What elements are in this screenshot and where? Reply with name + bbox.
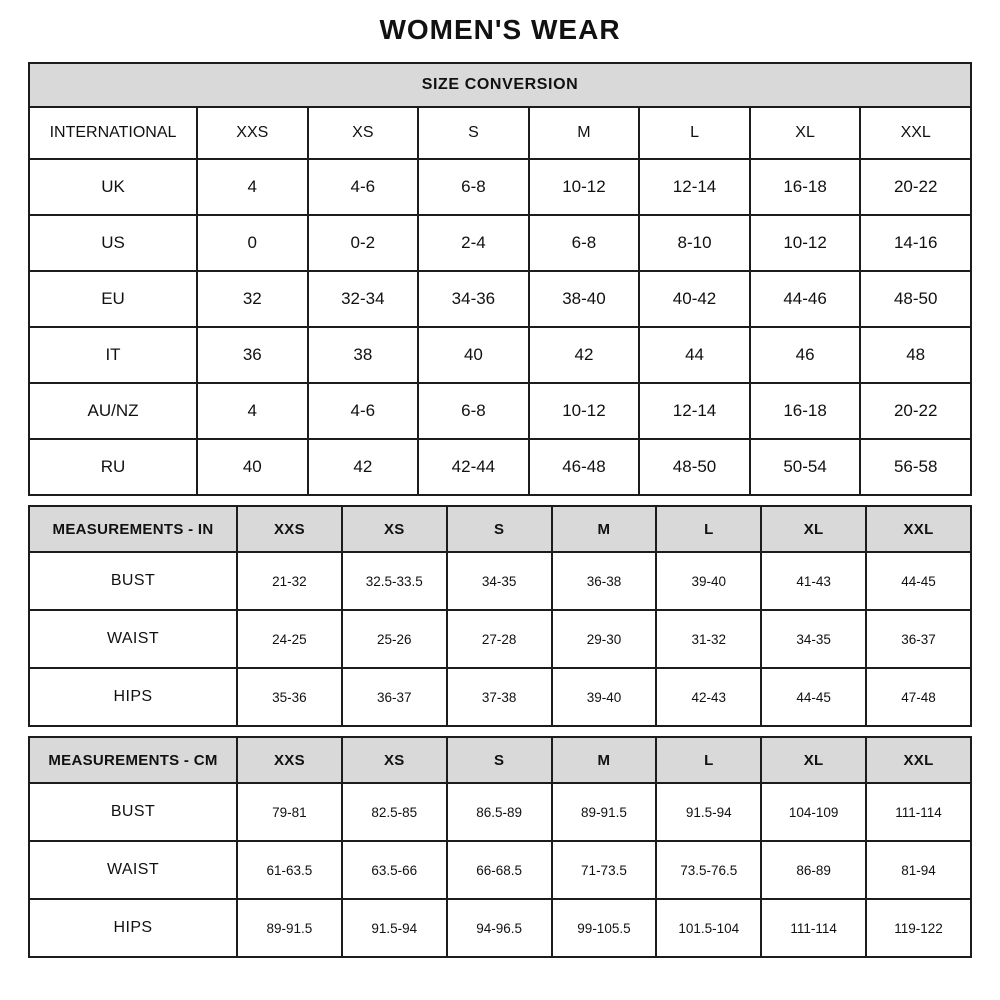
value-cell: 42-44 bbox=[418, 439, 529, 495]
value-cell: 101.5-104 bbox=[656, 899, 761, 957]
size-column-header: XXS bbox=[237, 506, 342, 552]
value-cell: 37-38 bbox=[447, 668, 552, 726]
row-label: US bbox=[29, 215, 197, 271]
value-cell: 73.5-76.5 bbox=[656, 841, 761, 899]
size-column-header: S bbox=[418, 107, 529, 159]
row-label: RU bbox=[29, 439, 197, 495]
value-cell: 40 bbox=[418, 327, 529, 383]
value-cell: 34-35 bbox=[761, 610, 866, 668]
table-row bbox=[29, 383, 971, 439]
value-cell: 89-91.5 bbox=[552, 783, 657, 841]
measurements-in-table bbox=[28, 505, 972, 727]
table-row bbox=[29, 439, 971, 495]
value-cell: 16-18 bbox=[750, 159, 861, 215]
value-cell: 44-46 bbox=[750, 271, 861, 327]
value-cell: 36-38 bbox=[552, 552, 657, 610]
value-cell: 42-43 bbox=[656, 668, 761, 726]
value-cell: 46-48 bbox=[529, 439, 640, 495]
value-cell: 2-4 bbox=[418, 215, 529, 271]
corner-header: MEASUREMENTS - IN bbox=[29, 506, 237, 552]
table-row bbox=[29, 552, 971, 610]
value-cell: 6-8 bbox=[418, 159, 529, 215]
value-cell: 16-18 bbox=[750, 383, 861, 439]
row-label: BUST bbox=[29, 552, 237, 610]
page-title: WOMEN'S WEAR bbox=[379, 14, 621, 45]
value-cell: 63.5-66 bbox=[342, 841, 447, 899]
value-cell: 56-58 bbox=[860, 439, 971, 495]
value-cell: 91.5-94 bbox=[656, 783, 761, 841]
header-row bbox=[29, 506, 971, 552]
value-cell: 94-96.5 bbox=[447, 899, 552, 957]
value-cell: 36-37 bbox=[342, 668, 447, 726]
value-cell: 119-122 bbox=[866, 899, 971, 957]
size-column-header: M bbox=[529, 107, 640, 159]
size-column-header: XL bbox=[761, 737, 866, 783]
value-cell: 40-42 bbox=[639, 271, 750, 327]
size-column-header: L bbox=[656, 737, 761, 783]
row-label: EU bbox=[29, 271, 197, 327]
row-label: AU/NZ bbox=[29, 383, 197, 439]
value-cell: 44 bbox=[639, 327, 750, 383]
value-cell: 6-8 bbox=[529, 215, 640, 271]
value-cell: 36 bbox=[197, 327, 308, 383]
measurements-cm-table bbox=[28, 736, 972, 958]
value-cell: 50-54 bbox=[750, 439, 861, 495]
value-cell: 111-114 bbox=[761, 899, 866, 957]
table-row bbox=[29, 899, 971, 957]
value-cell: 39-40 bbox=[552, 668, 657, 726]
size-column-header: M bbox=[552, 737, 657, 783]
value-cell: 10-12 bbox=[529, 383, 640, 439]
value-cell: 31-32 bbox=[656, 610, 761, 668]
value-cell: 61-63.5 bbox=[237, 841, 342, 899]
size-conversion-table bbox=[28, 62, 972, 496]
value-cell: 48-50 bbox=[639, 439, 750, 495]
value-cell: 39-40 bbox=[656, 552, 761, 610]
value-cell: 79-81 bbox=[237, 783, 342, 841]
value-cell: 42 bbox=[529, 327, 640, 383]
value-cell: 81-94 bbox=[866, 841, 971, 899]
row-label: WAIST bbox=[29, 610, 237, 668]
row-label: BUST bbox=[29, 783, 237, 841]
value-cell: 6-8 bbox=[418, 383, 529, 439]
value-cell: 4 bbox=[197, 159, 308, 215]
size-column-header: XL bbox=[750, 107, 861, 159]
value-cell: 36-37 bbox=[866, 610, 971, 668]
table-title: SIZE CONVERSION bbox=[29, 63, 971, 107]
row-label: WAIST bbox=[29, 841, 237, 899]
value-cell: 10-12 bbox=[529, 159, 640, 215]
value-cell: 0-2 bbox=[308, 215, 419, 271]
value-cell: 48-50 bbox=[860, 271, 971, 327]
table-row bbox=[29, 668, 971, 726]
value-cell: 38-40 bbox=[529, 271, 640, 327]
value-cell: 40 bbox=[197, 439, 308, 495]
value-cell: 86-89 bbox=[761, 841, 866, 899]
row-label: UK bbox=[29, 159, 197, 215]
row-label: HIPS bbox=[29, 668, 237, 726]
value-cell: 4-6 bbox=[308, 383, 419, 439]
value-cell: 21-32 bbox=[237, 552, 342, 610]
value-cell: 41-43 bbox=[761, 552, 866, 610]
value-cell: 111-114 bbox=[866, 783, 971, 841]
size-column-header: XS bbox=[342, 506, 447, 552]
value-cell: 32.5-33.5 bbox=[342, 552, 447, 610]
value-cell: 104-109 bbox=[761, 783, 866, 841]
value-cell: 66-68.5 bbox=[447, 841, 552, 899]
value-cell: 44-45 bbox=[761, 668, 866, 726]
table-title-row bbox=[29, 63, 971, 107]
value-cell: 10-12 bbox=[750, 215, 861, 271]
row-label: HIPS bbox=[29, 899, 237, 957]
value-cell: 32-34 bbox=[308, 271, 419, 327]
value-cell: 34-35 bbox=[447, 552, 552, 610]
value-cell: 8-10 bbox=[639, 215, 750, 271]
value-cell: 35-36 bbox=[237, 668, 342, 726]
value-cell: 44-45 bbox=[866, 552, 971, 610]
table-row bbox=[29, 610, 971, 668]
row-label: IT bbox=[29, 327, 197, 383]
value-cell: 27-28 bbox=[447, 610, 552, 668]
value-cell: 24-25 bbox=[237, 610, 342, 668]
value-cell: 89-91.5 bbox=[237, 899, 342, 957]
size-column-header: XXL bbox=[866, 737, 971, 783]
value-cell: 46 bbox=[750, 327, 861, 383]
value-cell: 14-16 bbox=[860, 215, 971, 271]
size-column-header: XL bbox=[761, 506, 866, 552]
value-cell: 12-14 bbox=[639, 159, 750, 215]
size-column-header: L bbox=[656, 506, 761, 552]
value-cell: 48 bbox=[860, 327, 971, 383]
table-row bbox=[29, 271, 971, 327]
value-cell: 38 bbox=[308, 327, 419, 383]
value-cell: 0 bbox=[197, 215, 308, 271]
size-column-header: S bbox=[447, 737, 552, 783]
value-cell: 99-105.5 bbox=[552, 899, 657, 957]
value-cell: 34-36 bbox=[418, 271, 529, 327]
value-cell: 25-26 bbox=[342, 610, 447, 668]
header-row bbox=[29, 737, 971, 783]
table-row bbox=[29, 783, 971, 841]
size-column-header: XXL bbox=[866, 506, 971, 552]
value-cell: 86.5-89 bbox=[447, 783, 552, 841]
table-row bbox=[29, 215, 971, 271]
value-cell: 71-73.5 bbox=[552, 841, 657, 899]
size-column-header: XXL bbox=[860, 107, 971, 159]
table-row bbox=[29, 159, 971, 215]
corner-header: MEASUREMENTS - CM bbox=[29, 737, 237, 783]
value-cell: 4-6 bbox=[308, 159, 419, 215]
size-column-header: XS bbox=[308, 107, 419, 159]
value-cell: 20-22 bbox=[860, 383, 971, 439]
table-row bbox=[29, 327, 971, 383]
value-cell: 91.5-94 bbox=[342, 899, 447, 957]
value-cell: 29-30 bbox=[552, 610, 657, 668]
size-column-header: M bbox=[552, 506, 657, 552]
value-cell: 20-22 bbox=[860, 159, 971, 215]
size-column-header: S bbox=[447, 506, 552, 552]
value-cell: 47-48 bbox=[866, 668, 971, 726]
size-column-header: XXS bbox=[237, 737, 342, 783]
size-column-header: XS bbox=[342, 737, 447, 783]
value-cell: 32 bbox=[197, 271, 308, 327]
value-cell: 42 bbox=[308, 439, 419, 495]
size-column-header: L bbox=[639, 107, 750, 159]
header-row bbox=[29, 107, 971, 159]
size-column-header: XXS bbox=[197, 107, 308, 159]
value-cell: 12-14 bbox=[639, 383, 750, 439]
table-row bbox=[29, 841, 971, 899]
corner-header: INTERNATIONAL bbox=[29, 107, 197, 159]
value-cell: 82.5-85 bbox=[342, 783, 447, 841]
value-cell: 4 bbox=[197, 383, 308, 439]
